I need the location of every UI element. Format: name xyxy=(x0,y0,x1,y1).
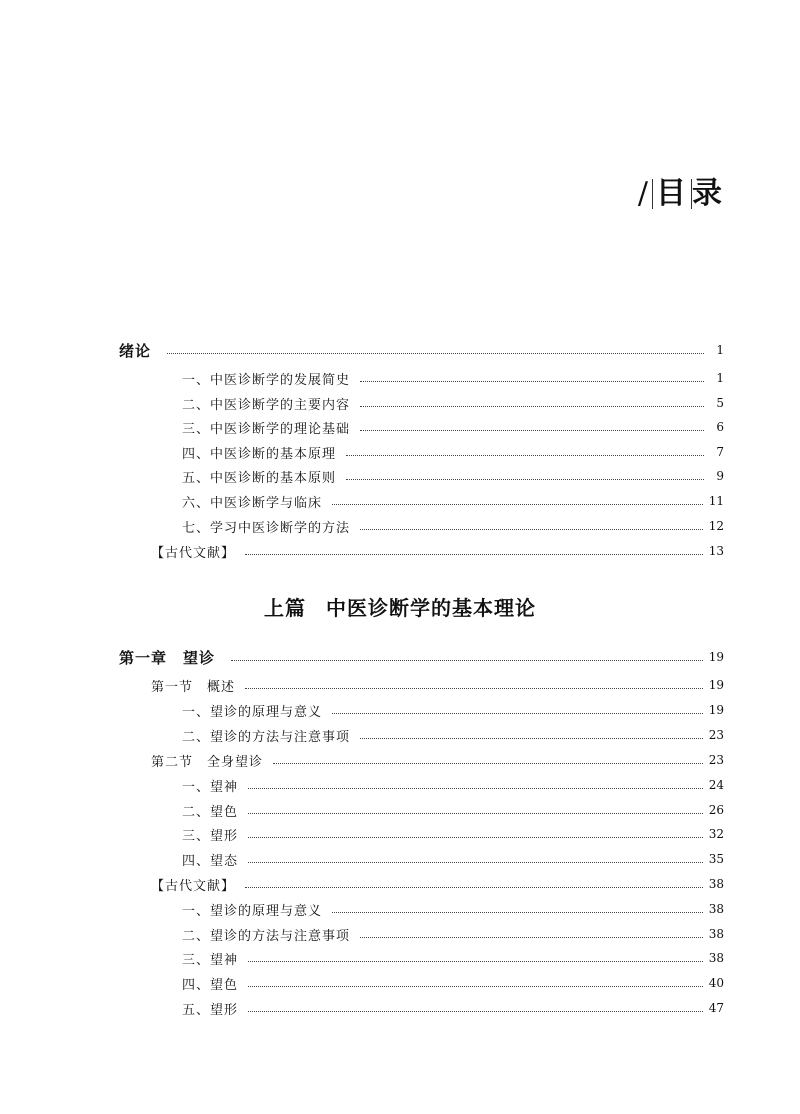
dot-leader xyxy=(245,688,703,689)
toc-entry-label: 第二节 全身望诊 xyxy=(151,754,264,770)
toc-entry-label: 一、望神 xyxy=(182,779,239,795)
dot-leader xyxy=(167,353,704,354)
toc-entry-label: 一、望诊的原理与意义 xyxy=(182,903,323,919)
dot-leader xyxy=(248,1011,703,1012)
dot-leader xyxy=(332,504,703,505)
toc-entry-label: 第一节 概述 xyxy=(151,679,236,695)
toc-entry-label: 一、望诊的原理与意义 xyxy=(182,704,323,720)
heading-char-mu: 目 xyxy=(652,179,692,209)
toc-entry[interactable] xyxy=(182,897,724,921)
toc-entry-label: 三、中医诊断学的理论基础 xyxy=(182,421,351,437)
dot-leader xyxy=(360,430,704,431)
part-title xyxy=(0,592,800,621)
toc-entry[interactable] xyxy=(182,415,724,439)
toc-entry[interactable] xyxy=(182,698,724,722)
toc-entry-page: 38 xyxy=(708,951,724,965)
toc-entry-ancient[interactable] xyxy=(151,539,724,563)
toc-entry-label: 二、望诊的方法与注意事项 xyxy=(182,729,351,745)
toc-entry-page: 32 xyxy=(708,827,724,841)
dot-leader xyxy=(360,529,703,530)
toc-entry-page: 1 xyxy=(716,343,724,357)
toc-entry[interactable] xyxy=(182,366,724,390)
toc-entry-label: 六、中医诊断学与临床 xyxy=(182,495,323,511)
dot-leader xyxy=(248,961,703,962)
toc-entry[interactable] xyxy=(182,922,724,946)
dot-leader xyxy=(360,406,704,407)
toc-entry-page: 47 xyxy=(708,1001,724,1015)
toc-entry-label: 【古代文献】 xyxy=(151,878,236,894)
toc-entry-label: 【古代文献】 xyxy=(151,545,236,561)
dot-leader xyxy=(248,862,703,863)
dot-leader xyxy=(231,660,703,661)
toc-entry-chapter[interactable] xyxy=(119,645,724,669)
toc-entry-page: 26 xyxy=(708,803,724,817)
toc-entry-page: 1 xyxy=(716,371,724,385)
dot-leader xyxy=(248,813,703,814)
toc-entry-page: 9 xyxy=(716,469,724,483)
part-name: 中医诊断学的基本理论 xyxy=(326,596,536,620)
heading-slash: / xyxy=(637,176,650,211)
toc-entry-page: 5 xyxy=(716,396,724,410)
toc-entry[interactable] xyxy=(182,996,724,1020)
toc-entry-page: 35 xyxy=(708,852,724,866)
toc-entry-ancient[interactable] xyxy=(151,872,724,896)
toc-entry-page: 38 xyxy=(708,902,724,916)
dot-leader xyxy=(360,381,704,382)
toc-entry-page: 7 xyxy=(716,445,724,459)
toc-entry[interactable] xyxy=(182,822,724,846)
toc-entry-label: 四、望态 xyxy=(182,853,239,869)
toc-entry[interactable] xyxy=(182,946,724,970)
toc-entry-label: 二、望色 xyxy=(182,804,239,820)
toc-entry-intro[interactable] xyxy=(119,338,724,362)
dot-leader xyxy=(346,455,704,456)
toc-entry[interactable] xyxy=(182,971,724,995)
toc-entry-page: 23 xyxy=(708,728,724,742)
toc-entry[interactable] xyxy=(182,773,724,797)
toc-entry-page: 40 xyxy=(708,976,724,990)
toc-entry-label: 一、中医诊断学的发展简史 xyxy=(182,372,351,388)
toc-entry-label: 四、望色 xyxy=(182,977,239,993)
dot-leader xyxy=(273,763,703,764)
toc-entry-page: 19 xyxy=(708,703,724,717)
toc-entry-label: 七、学习中医诊断学的方法 xyxy=(182,520,351,536)
toc-entry-page: 19 xyxy=(708,650,724,664)
dot-leader xyxy=(360,738,703,739)
dot-leader xyxy=(346,479,704,480)
toc-entry[interactable] xyxy=(182,489,724,513)
toc-entry[interactable] xyxy=(182,847,724,871)
toc-entry-label: 二、中医诊断学的主要内容 xyxy=(182,397,351,413)
heading-char-lu: 录 xyxy=(692,176,724,211)
dot-leader xyxy=(245,887,703,888)
toc-entry-page: 11 xyxy=(708,494,724,508)
toc-entry[interactable] xyxy=(182,798,724,822)
toc-entry-section[interactable] xyxy=(151,673,724,697)
toc-entry-label: 绪论 xyxy=(119,341,152,360)
toc-entry-page: 38 xyxy=(708,927,724,941)
toc-entry-page: 23 xyxy=(708,753,724,767)
dot-leader xyxy=(248,986,703,987)
dot-leader xyxy=(245,554,703,555)
dot-leader xyxy=(248,837,703,838)
dot-leader xyxy=(332,912,703,913)
toc-entry-page: 24 xyxy=(708,778,724,792)
toc-entry-page: 6 xyxy=(716,420,724,434)
toc-entry[interactable] xyxy=(182,723,724,747)
dot-leader xyxy=(360,937,703,938)
dot-leader xyxy=(332,713,703,714)
toc-entry-section[interactable] xyxy=(151,748,724,772)
toc-entry-label: 五、望形 xyxy=(182,1002,239,1018)
toc-entry[interactable] xyxy=(182,440,724,464)
toc-entry-page: 13 xyxy=(708,544,724,558)
toc-entry-label: 三、望形 xyxy=(182,828,239,844)
part-label: 上篇 xyxy=(264,596,306,620)
toc-entry-page: 12 xyxy=(708,519,724,533)
dot-leader xyxy=(248,788,703,789)
toc-entry[interactable] xyxy=(182,464,724,488)
toc-entry-label: 二、望诊的方法与注意事项 xyxy=(182,928,351,944)
toc-entry[interactable] xyxy=(182,514,724,538)
toc-entry-label: 第一章 望诊 xyxy=(119,648,216,667)
toc-entry-page: 19 xyxy=(708,678,724,692)
toc-heading xyxy=(638,168,724,212)
toc-entry-label: 三、望神 xyxy=(182,952,239,968)
toc-entry-label: 五、中医诊断的基本原则 xyxy=(182,470,337,486)
toc-entry-label: 四、中医诊断的基本原理 xyxy=(182,446,337,462)
toc-entry[interactable] xyxy=(182,391,724,415)
toc-entry-page: 38 xyxy=(708,877,724,891)
